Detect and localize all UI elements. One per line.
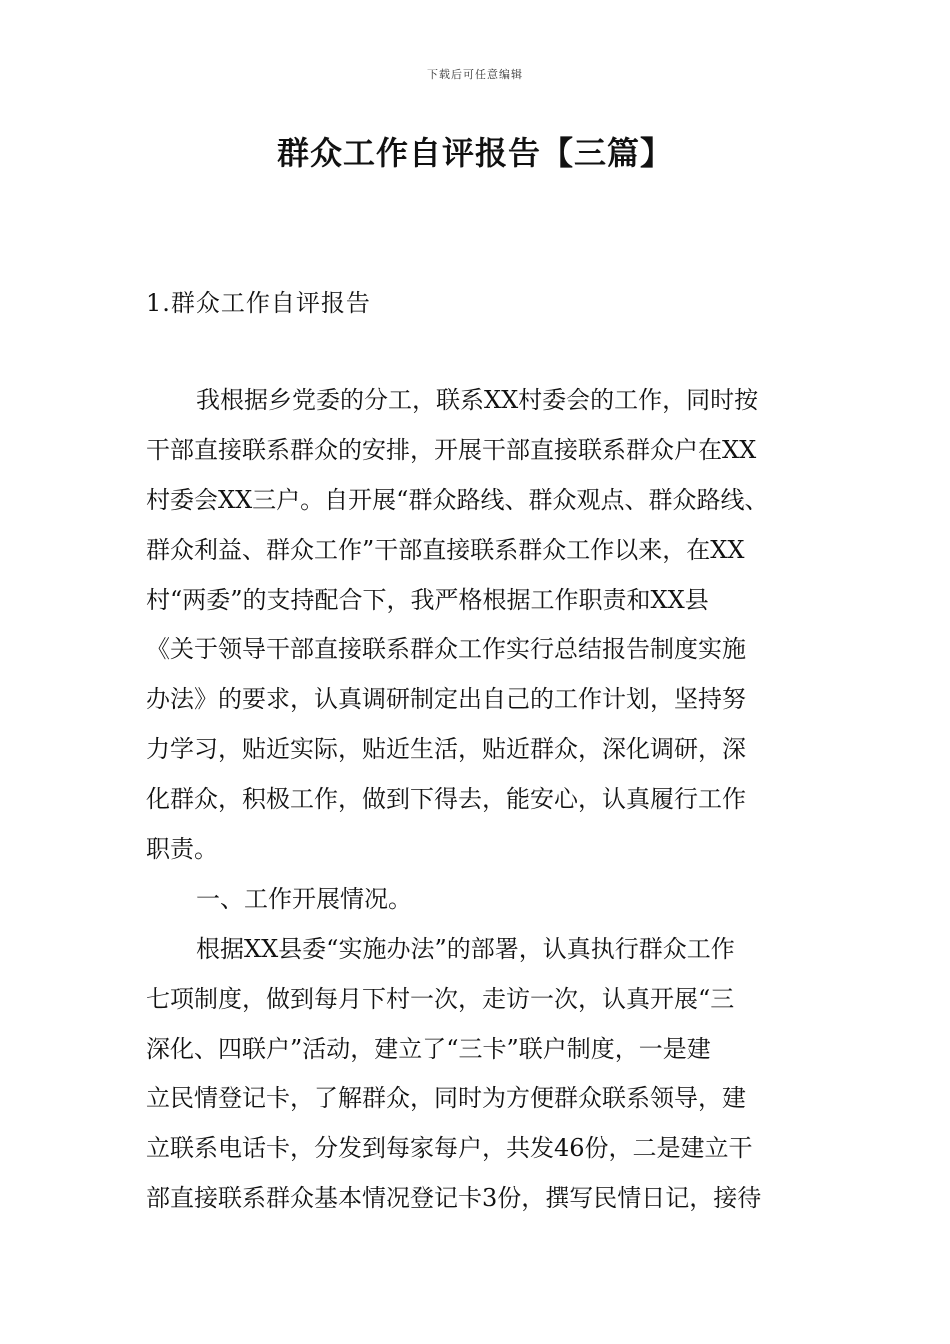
body-text xyxy=(146,376,826,1224)
paragraph-line: 村“两委”的支持配合下，我严格根据工作职责和XX县 xyxy=(146,585,709,614)
paragraph-line: 村委会XX三户。自开展“群众路线、群众观点、群众路线、 xyxy=(146,485,769,514)
paragraph-line: 部直接联系群众基本情况登记卡3份，撰写民情日记，接待 xyxy=(146,1184,762,1213)
paragraph-line: 力学习，贴近实际，贴近生活，贴近群众，深化调研，深 xyxy=(146,735,746,764)
section-heading: 1.群众工作自评报告 xyxy=(146,289,371,317)
paragraph-line: 立民情登记卡，了解群众，同时为方便群众联系领导，建 xyxy=(146,1084,746,1113)
paragraph-line: 深化、四联户”活动，建立了“三卡”联户制度，一是建 xyxy=(146,1034,711,1063)
paragraph-line: 化群众，积极工作，做到下得去，能安心，认真履行工作 xyxy=(146,785,746,814)
subsection-heading: 一、工作开展情况。 xyxy=(196,884,412,913)
paragraph-line: 我根据乡党委的分工，联系XX村委会的工作，同时按 xyxy=(196,386,759,414)
paragraph-line: 职责。 xyxy=(146,835,218,864)
paragraph-line: 《关于领导干部直接联系群众工作实行总结报告制度实施 xyxy=(146,635,746,664)
document-title: 群众工作自评报告【三篇】 xyxy=(276,134,673,172)
paragraph-line: 办法》的要求，认真调研制定出自己的工作计划，坚持努 xyxy=(146,685,746,714)
paragraph-line: 群众利益、群众工作”干部直接联系群众工作以来，在XX xyxy=(146,535,745,564)
paragraph-line: 立联系电话卡，分发到每家每户，共发46份，二是建立干 xyxy=(146,1134,753,1163)
paragraph-line: 根据XX县委“实施办法”的部署，认真执行群众工作 xyxy=(196,934,735,963)
paragraph-line: 七项制度，做到每月下村一次，走访一次，认真开展“三 xyxy=(146,984,735,1013)
paragraph-line: 干部直接联系群众的安排，开展干部直接联系群众户在XX xyxy=(146,435,757,464)
header-note: 下载后可任意编辑 xyxy=(427,68,523,81)
